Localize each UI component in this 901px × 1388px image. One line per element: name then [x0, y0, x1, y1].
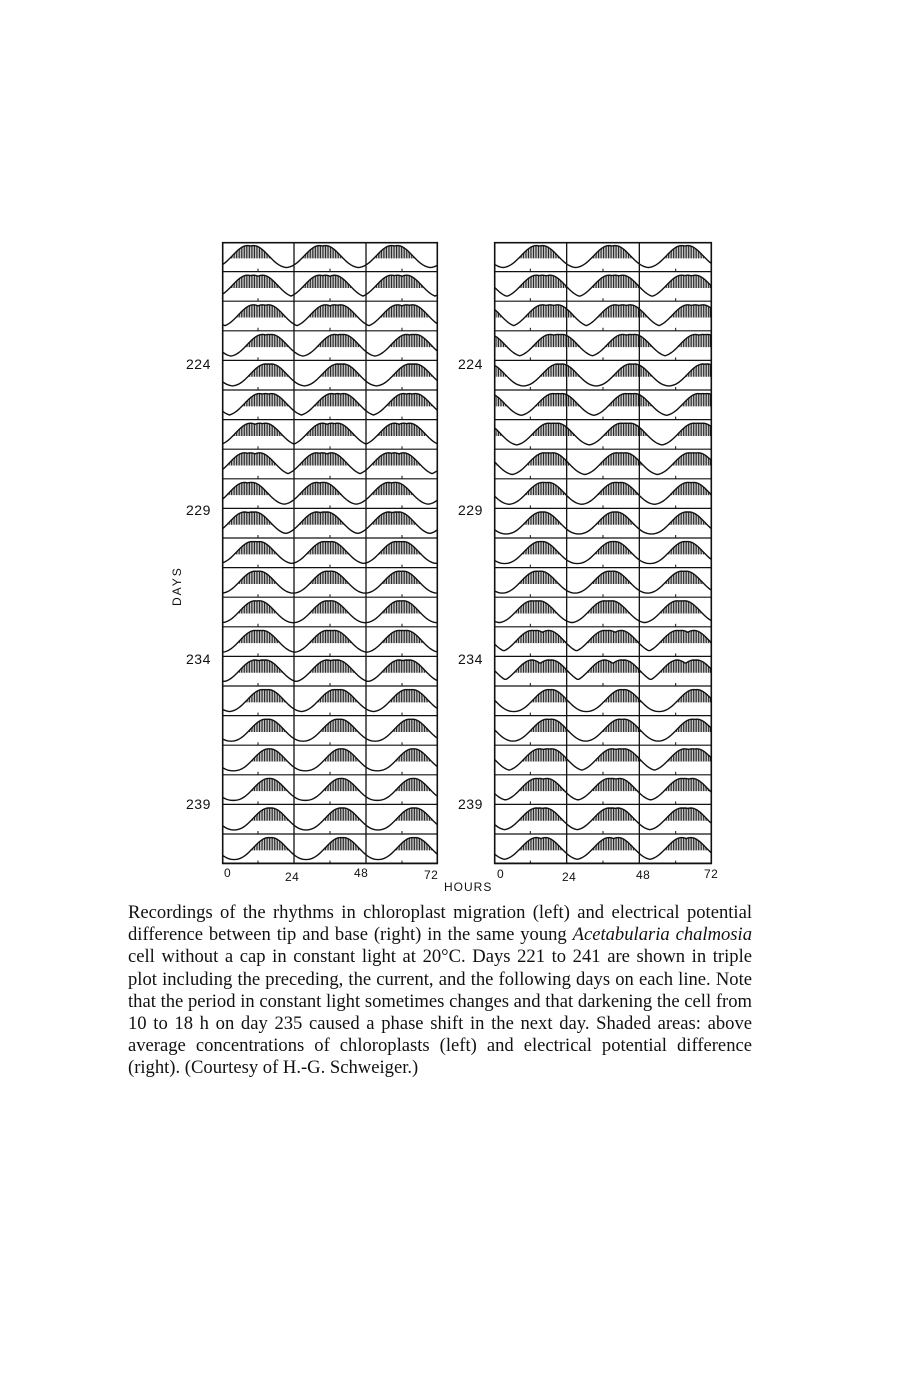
day-row [222, 512, 438, 533]
day-row [494, 275, 712, 296]
day-row [494, 778, 712, 799]
figure-caption [128, 902, 752, 1080]
day-row [494, 453, 712, 475]
day-tick-label: 239 [458, 796, 483, 812]
hour-tick-label: 48 [354, 866, 369, 880]
day-row [222, 423, 438, 444]
day-row [222, 246, 438, 268]
day-row [494, 660, 712, 679]
day-row [494, 334, 712, 355]
day-row [222, 719, 438, 741]
hour-tick-label: 24 [285, 870, 300, 884]
day-row [222, 630, 438, 652]
day-row [222, 838, 438, 860]
day-row [222, 453, 438, 474]
x-axis-label: HOURS [444, 880, 493, 894]
day-row [222, 542, 438, 564]
day-row [222, 334, 438, 356]
day-row [494, 571, 712, 593]
rhythm-curve [494, 690, 712, 712]
day-tick-label: 229 [458, 502, 483, 518]
rhythm-curve [494, 364, 712, 386]
day-row [222, 571, 438, 593]
day-row [494, 394, 712, 416]
day-row [494, 246, 712, 268]
day-row [494, 838, 712, 860]
day-row [494, 601, 712, 623]
left-panel-chloroplast-migration [222, 242, 438, 864]
day-row [222, 305, 438, 326]
y-axis-label: DAYS [170, 566, 184, 606]
day-row [494, 542, 712, 564]
day-row [494, 630, 712, 650]
hour-tick-label: 0 [224, 866, 232, 880]
day-row [222, 275, 438, 296]
hour-tick-label: 72 [424, 868, 439, 882]
day-row [494, 808, 712, 830]
day-row [494, 749, 712, 770]
hour-tick-label: 24 [562, 870, 577, 884]
rhythm-curve [494, 719, 712, 741]
day-row [222, 482, 438, 504]
day-tick-label: 234 [458, 651, 483, 667]
day-row [494, 512, 712, 534]
day-row [222, 749, 438, 771]
day-row [494, 690, 712, 712]
rhythm-curve [494, 423, 712, 445]
day-row [222, 364, 438, 386]
day-row [222, 394, 438, 415]
day-tick-label: 229 [186, 502, 211, 518]
caption-species-name: Acetabularia chalmosia [572, 924, 753, 946]
rhythm-curve [494, 394, 712, 416]
day-tick-label: 224 [186, 356, 211, 372]
day-row [494, 364, 712, 386]
rhythm-curve [494, 334, 712, 355]
caption-text: cell without a cap in constant light at 20°C. Days 221 to 241 are shown in triple plot including the preceding, the current, and the following days on each line. Note that the period in constant light sometimes changes and that darkening the cell from 10 to 18 h on day 235 caused a phase shift in the next day. Shaded areas: above average concentrations of chloroplasts (left) and electrical potential difference (right). (Courtesy of H.-G. Schweiger.) [128, 946, 752, 1079]
hour-tick-label: 0 [497, 867, 505, 881]
day-row [222, 660, 438, 681]
right-panel-electrical-potential [494, 242, 712, 864]
day-row [494, 719, 712, 741]
day-row [222, 601, 438, 623]
hour-tick-label: 72 [704, 867, 719, 881]
day-row [222, 690, 438, 712]
day-tick-label: 234 [186, 651, 211, 667]
day-row [494, 305, 712, 326]
day-tick-label: 224 [458, 356, 483, 372]
day-tick-label: 239 [186, 796, 211, 812]
day-row [494, 423, 712, 445]
day-row [222, 808, 438, 830]
day-row [494, 482, 712, 504]
hour-tick-label: 48 [636, 868, 651, 882]
day-row [222, 778, 438, 800]
caption-text: Recordings of the rhythms in chloroplast migration (left) and electrical potential difference between tip and base (right) in the same young [128, 902, 752, 946]
